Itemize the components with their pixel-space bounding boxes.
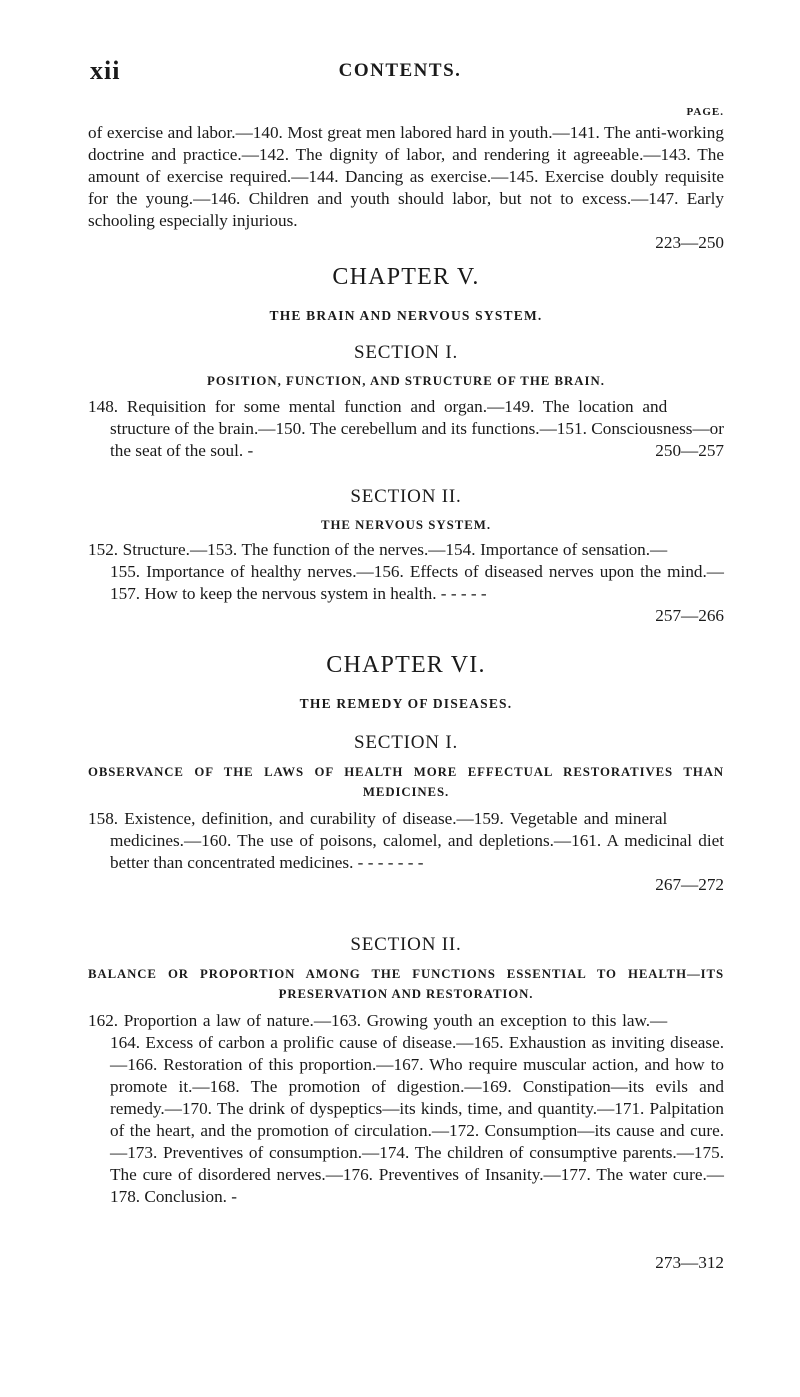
chapter-5-heading — [88, 262, 724, 292]
section-title: SECTION II. — [350, 486, 462, 507]
section-title: SECTION I. — [353, 342, 459, 363]
section-entry-text: 257—266 152. Structure.—153. The function of the nerves.—154. Importance of sensation.—155. Importance of healthy nerves.—156. Effects of diseased nerves upon the mind.—157. How to keep the nervous system in health. - - - - - — [88, 540, 724, 625]
chapter-6-section-1 — [88, 730, 724, 894]
chapter-5-subtitle-block — [88, 306, 724, 326]
section-subtitle: POSITION, FUNCTION, AND STRUCTURE OF THE BRAIN. — [207, 374, 605, 388]
chapter-6-section-2 — [88, 932, 724, 1272]
section-page-range: 250—257 — [655, 441, 724, 460]
continuation-page-range: 223—250 — [655, 233, 724, 252]
section-subtitle: THE NERVOUS SYSTEM. — [320, 518, 492, 532]
chapter-title: CHAPTER V. — [332, 264, 480, 290]
section-page-range: 257—266 — [655, 606, 724, 625]
section-entry-text: 267—272 158. Existence, definition, and curability of disease.—159. Vegetable and mineral medicines.—160. The use of poisons, calomel, and depletions.—161. A medicinal diet better than concentrated medicines. - - - - - - - — [88, 809, 724, 894]
section-subtitle: OBSERVANCE OF THE LAWS OF HEALTH MORE EFFECTUAL RESTORATIVES THAN MEDICINES. — [88, 765, 724, 799]
running-title: CONTENTS. — [338, 60, 462, 81]
chapter-subtitle: THE BRAIN AND NERVOUS SYSTEM. — [269, 308, 543, 323]
running-head — [90, 56, 710, 86]
section-subtitle: BALANCE OR PROPORTION AMONG THE FUNCTIONS ESSENTIAL TO HEALTH—ITS PRESERVATION AND RESTORATION. — [88, 967, 724, 1001]
chapter-5-section-2 — [88, 484, 724, 625]
section-entry-text: 250—257 148. Requisition for some mental function and organ.—149. The location and structure of the brain.—150. The cerebellum and its functions.—151. Consciousness—or the seat of the soul. - — [88, 397, 724, 460]
section-title: SECTION II. — [350, 934, 462, 955]
chapter-subtitle: THE REMEDY OF DISEASES. — [299, 696, 513, 711]
page-number: xii — [90, 56, 121, 85]
section-entry-text: 273—312 162. Proportion a law of nature.—163. Growing youth an exception to this law.—164. Excess of carbon a prolific cause of disease.—165. Exhaustion as inviting disease.—166. Restoration of this proportion.—167. Who require muscular action, and how to promote it.—168. The promotion of digestion.—169. Constipation—its evils and remedy.—170. The drink of dyspeptics—its kinds, time, and quantity.—171. Palpitation of the heart, and the promotion of circulation.—172. Consumption—its cause and cure.—173. Preventives of consumption.—174. The children of consumptive parents.—175. The cure of disordered nerves.—176. Preventives of Insanity.—177. The water cure.—178. Conclusion. - — [88, 1011, 724, 1272]
chapter-6-heading — [88, 650, 724, 680]
page-column-label: PAGE. — [686, 106, 724, 118]
section-title: SECTION I. — [353, 732, 459, 753]
chapter-5-section-1 — [88, 340, 724, 462]
chapter-title: CHAPTER VI. — [326, 652, 486, 678]
section-page-range: 267—272 — [655, 875, 724, 894]
chapter-6-subtitle-block — [88, 694, 724, 714]
section-page-range: 273—312 — [655, 1253, 724, 1272]
continuation-entry — [88, 122, 724, 254]
continuation-text: of exercise and labor.—140. Most great men labored hard in youth.—141. The anti-working doctrine and practice.—142. The dignity of labor, and rendering it agreeable.—143. The amount of exercise required.—144. Dancing as exercise.—145. Exercise doubly requisite for the young.—146. Children and youth should labor, but not to excess.—147. Early schooling especially injurious. — [88, 123, 724, 230]
